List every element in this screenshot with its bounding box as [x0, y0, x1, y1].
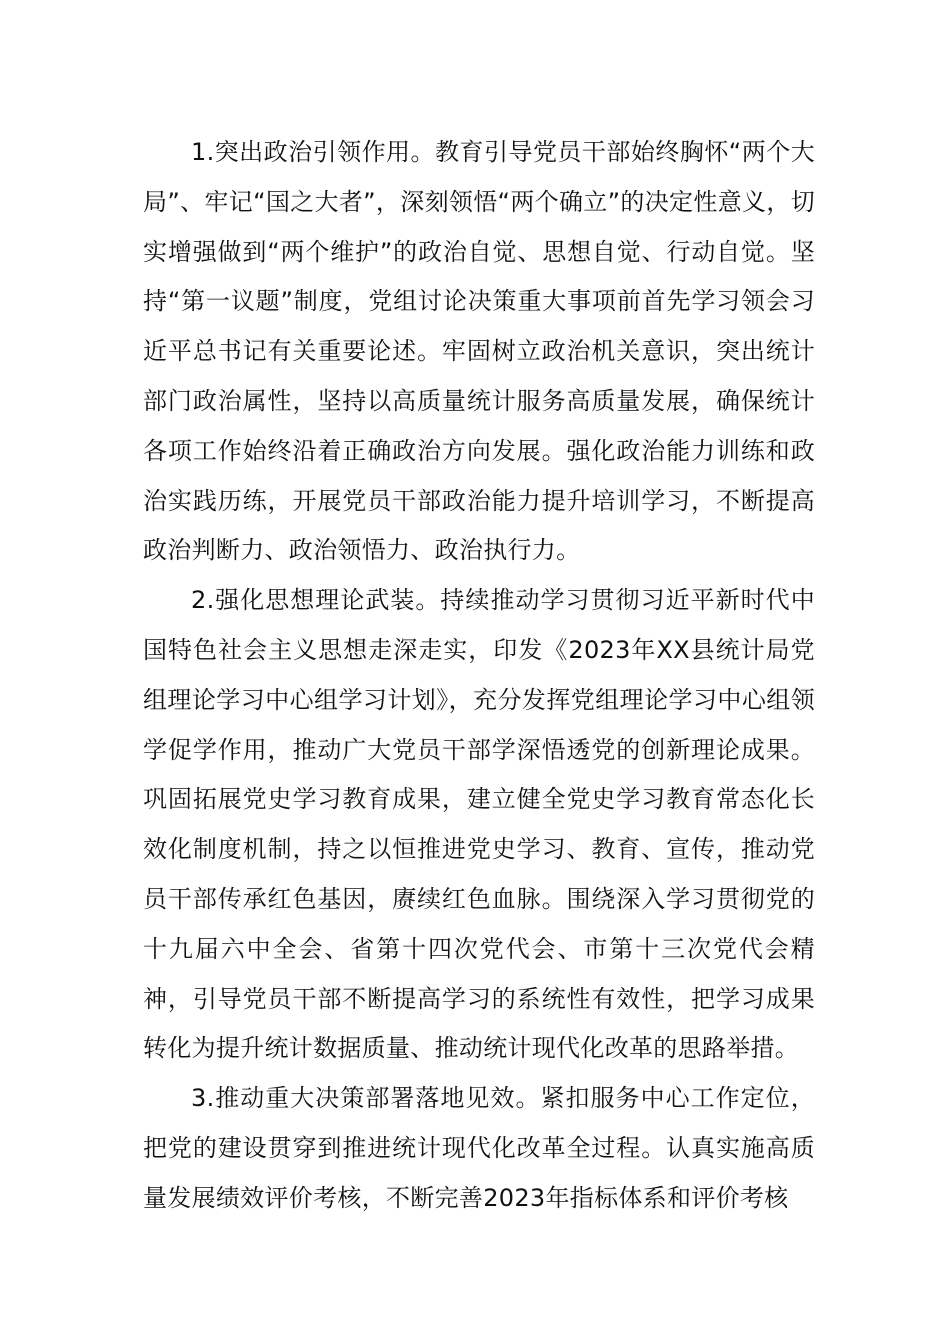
paragraph-theory-armament: 2.强化思想理论武装。持续推动学习贯彻习近平新时代中国特色社会主义思想走深走实，印发《2023年XX县统计局党组理论学习中心组学习计划》，充分发挥党组理论学习中心组领学促学作用，推动广大党员干部学深悟透党的创新理论成果。巩固拓展党史学习教育成果，建立健全党史学习教育常态化长效化制度机制，持之以恒推进党史学习、教育、宣传，推动党员干部传承红色基因，赓续红色血脉。围绕深入学习贯彻党的十九届六中全会、省第十四次党代会、市第十三次党代会精神，引导党员干部不断提高学习的系统性有效性，把学习成果转化为提升统计数据质量、推动统计现代化改革的思路举措。	[143, 586, 815, 1063]
paragraph-political-leadership: 1.突出政治引领作用。教育引导党员干部始终胸怀“两个大局”、牢记“国之大者”，深刻领悟“两个确立”的决定性意义，切实增强做到“两个维护”的政治自觉、思想自觉、行动自觉。坚持“第一议题”制度，党组讨论决策重大事项前首先学习领会习近平总书记有关重要论述。牢固树立政治机关意识，突出统计部门政治属性，坚持以高质量统计服务高质量发展，确保统计各项工作始终沿着正确政治方向发展。强化政治能力训练和政治实践历练，开展党员干部政治能力提升培训学习，不断提高政治判断力、政治领悟力、政治执行力。	[143, 138, 815, 565]
document-body	[143, 128, 815, 1224]
paragraph-major-decisions: 3.推动重大决策部署落地见效。紧扣服务中心工作定位，把党的建设贯穿到推进统计现代化改革全过程。认真实施高质量发展绩效评价考核，不断完善2023年指标体系和评价考核	[143, 1084, 815, 1212]
